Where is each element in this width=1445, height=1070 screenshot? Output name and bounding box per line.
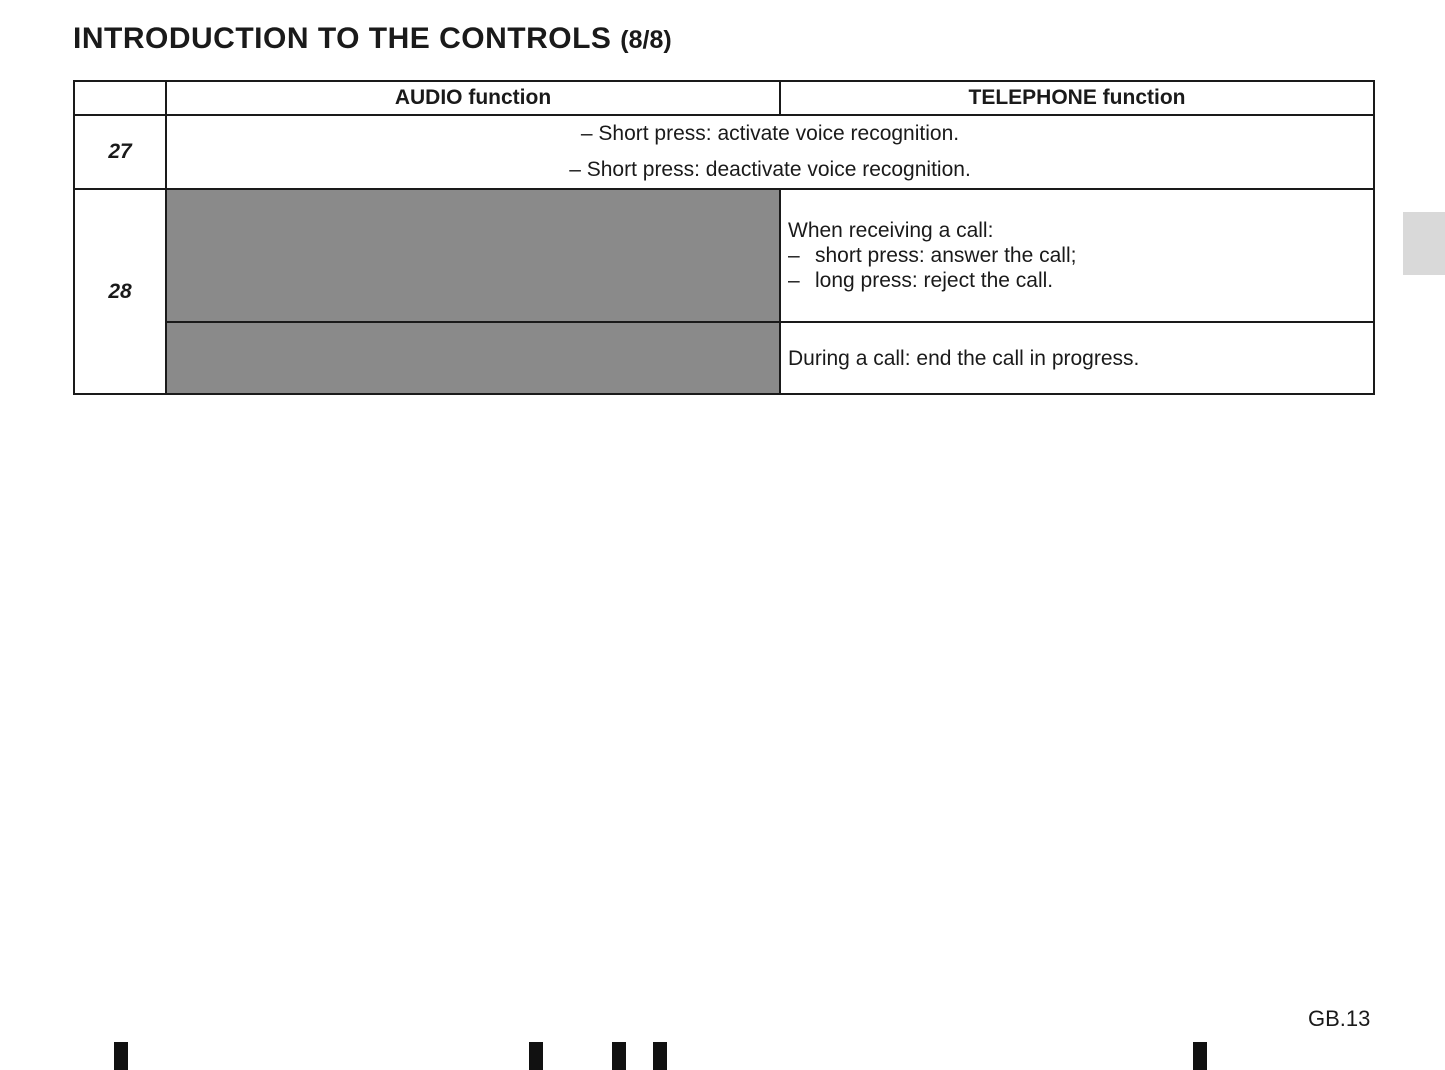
- page-title-part: (8/8): [620, 26, 672, 54]
- header-audio-function: AUDIO function: [166, 81, 780, 115]
- page-title: [73, 22, 672, 56]
- list-item-text: short press: answer the call;: [815, 244, 1077, 267]
- crop-mark: [529, 1042, 543, 1070]
- table-row: [74, 115, 1374, 189]
- control-number: 28: [74, 189, 166, 394]
- header-empty-cell: [74, 81, 166, 115]
- dash-bullet: –: [788, 269, 800, 292]
- table-row: [74, 322, 1374, 394]
- telephone-intro: When receiving a call:: [788, 219, 994, 242]
- control-number: 27: [74, 115, 166, 189]
- controls-table: [73, 80, 1375, 395]
- function-line: – Short press: deactivate voice recognition.: [569, 158, 971, 181]
- telephone-cell: [780, 189, 1374, 322]
- crop-mark: [114, 1042, 128, 1070]
- table-header-row: [74, 81, 1374, 115]
- crop-mark: [612, 1042, 626, 1070]
- list-item: [788, 243, 1373, 268]
- list-item: [788, 268, 1373, 293]
- function-line: – Short press: activate voice recognition.: [580, 122, 960, 145]
- merged-function-cell: [166, 115, 1374, 189]
- list-item-text: long press: reject the call.: [815, 269, 1054, 292]
- table-row: [74, 189, 1374, 322]
- page-number: GB.13: [1308, 1006, 1371, 1031]
- header-telephone-function: TELEPHONE function: [780, 81, 1374, 115]
- audio-cell-not-applicable: [166, 322, 780, 394]
- telephone-intro: During a call: end the call in progress.: [788, 346, 1140, 370]
- crop-mark: [653, 1042, 667, 1070]
- audio-cell-not-applicable: [166, 189, 780, 322]
- telephone-cell: [780, 322, 1374, 394]
- section-side-tab: [1403, 212, 1445, 275]
- page-title-main: INTRODUCTION TO THE CONTROLS: [73, 22, 612, 55]
- dash-bullet: –: [788, 244, 800, 267]
- crop-mark: [1193, 1042, 1207, 1070]
